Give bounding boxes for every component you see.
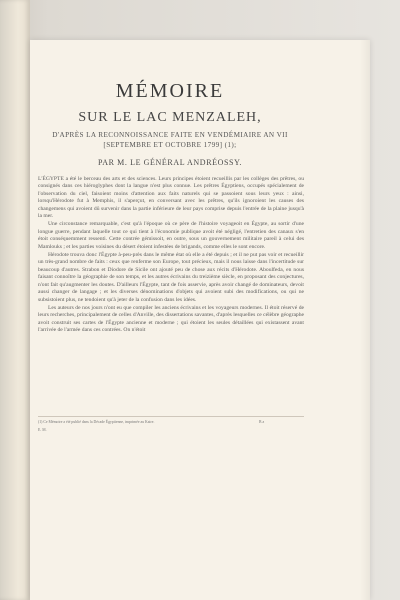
meta-line-2: [SEPTEMBRE ET OCTOBRE 1799] (1); [103,141,237,149]
footnote-divider [38,416,304,417]
meta-line-1: D'APRÈS LA RECONNOISSANCE FAITE EN VENDÉMIAIRE AN VII [52,131,288,139]
document-title: MÉMOIRE [115,80,225,102]
body-paragraph-1: L'ÉGYPTE a été le berceau des arts et des sciences. Leurs principes étoient recueillis par les collèges des prêtres, ou consignés dans ces hiéroglyphes dont la langue n'est plus connue. Les prêtres Égyptiens, occupés spécialement de l'observation du ciel, faisoient moins d'attention aux faits naturels qui se passoient sous leurs yeux : ainsi, lorsqu'Hérodote fut à Memphis, il s'aperçut, en conversant avec les prêtres, qu'ils ignoroient les causes des changemens qui avoient dû survenir dans la partie inférieure de leur pays comprise depuis l'entrée de la plaine jusqu'à la mer. [38,176,304,220]
book-left-edge [0,0,30,600]
document-body [38,176,304,336]
signature-right: B a [259,420,265,424]
document-author: PAR M. LE GÉNÉRAL ANDRÉOSSY. [97,158,243,167]
body-paragraph-2: Une circonstance remarquable, c'est qu'à l'époque où ce père de l'histoire voyageoit en Égypte, au sortir d'une longue guerre, pendant laquelle tout ce qui tient à l'économie publique avoit été négligé, l'entretien des canaux s'en étoit conséquemment ressenti. Cette contrée gémissoit, en outre, sous un gouvernement militaire pareil à celui des Mamlouks ; et les parties voisines du désert étoient infestées de brigands, comme elles le sont encore. [38,221,304,250]
signature-left: E. M. [38,428,47,432]
document-meta [34,130,306,150]
document-subtitle: SUR LE LAC MENZALEH, [78,110,262,125]
footnote: (1) Ce Mémoire a été publié dans la Décade Égyptienne, imprimée au Kaire. [38,420,155,424]
body-paragraph-3: Hérodote trouva donc l'Égypte à-peu-près dans le même état où elle a été depuis ; et il ne put pas voir et recueillir un très-grand nombre de faits : ceux que renferme son Europe, tout précieux, mais il nous laisse dans l'incertitude sur beaucoup d'autres. Strabon et Diodore de Sicile ont ajouté peu de chose aux récits d'Hérodote. Aboulfeda, en nous faisant connoître la géographie de son temps, et les autres écrivains du treizième siècle, en proposant des conjectures, n'ont fait qu'augmenter les doutes. D'ailleurs l'Égypte, tant de fois asservie, après avoir changé de dominateurs, devoit aussi changer de langage ; et les diverses dénominations d'objets qui avoient subi des modifications, ou qui ne subsistoient plus, ne tendoient qu'à jeter de la confusion dans les idées. [38,252,304,303]
page-edge-shadow [360,40,370,600]
body-paragraph-4: Les auteurs de nos jours n'ont eu que compiler les anciens écrivains et les voyageurs modernes. Il étoit réservé de leurs recherches, principalement de celles d'Anville, des dissertations savantes, d'après lesquelles ce célèbre géographe avoit construit ses cartes de l'Égypte ancienne et moderne ; qui étoient les seules détaillées qui existassent avant l'arrivée de l'armée dans ces contrées. On n'étoit [38,304,304,334]
